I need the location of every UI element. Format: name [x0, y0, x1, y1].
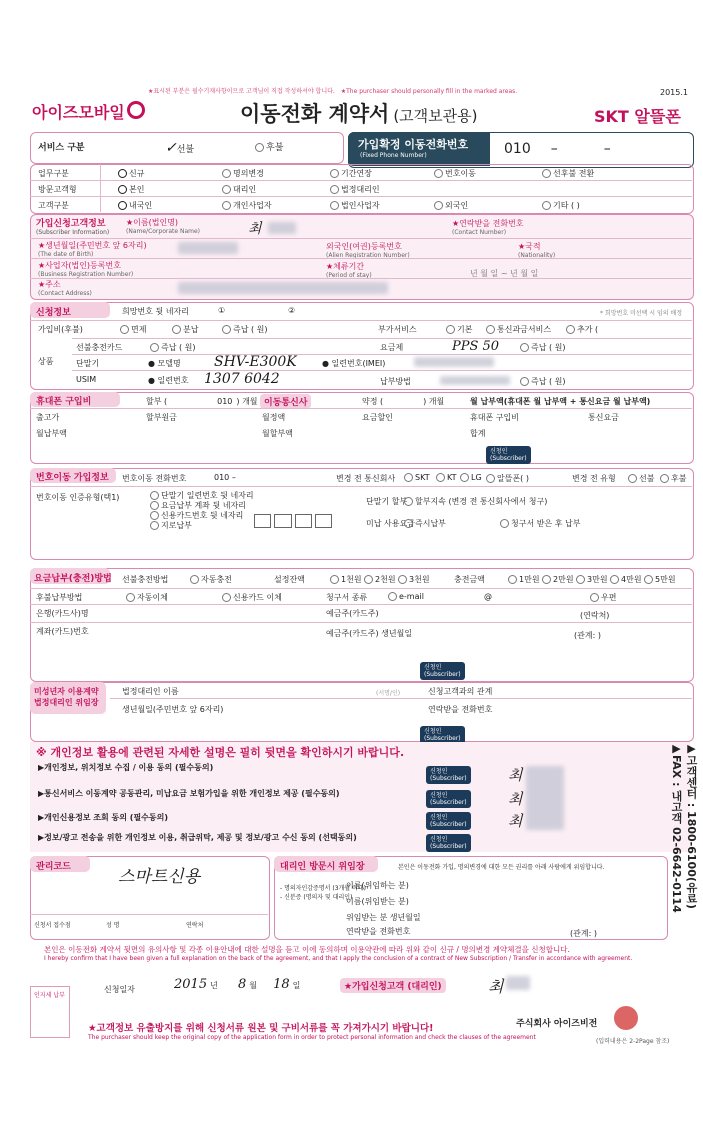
amount-label: 설정잔액	[274, 575, 305, 584]
birth-redaction	[178, 242, 238, 254]
staff-tel: 연락처	[186, 922, 204, 929]
amount-opt-3[interactable]: 3천원	[398, 574, 430, 585]
carrier-label: 변경 전 통신회사	[336, 474, 396, 483]
business-option[interactable]: 내국인	[118, 200, 152, 211]
owner-contact: (연락처)	[580, 611, 610, 620]
carrier-mvno[interactable]: 알뜰폰( )	[486, 473, 529, 484]
consent-item-2: ▶통신서비스 이동계약 공동관리, 미납요금 보험가입을 위한 개인정보 제공 (필수동의)	[38, 789, 340, 798]
bill-email[interactable]: e-mail	[388, 592, 424, 601]
consent-signature-3: 최	[508, 812, 523, 830]
imei-redaction	[414, 357, 494, 367]
consent-sign-3[interactable]: 신청인 (Subscriber)	[426, 812, 471, 830]
consent-signature-2: 최	[508, 790, 523, 808]
imei-label: ● 일련번호(IMEI)	[322, 359, 386, 368]
billing-section	[30, 568, 694, 682]
monthly-pay: 월납부액	[36, 429, 67, 438]
type-prepaid[interactable]: 선불	[628, 473, 654, 484]
confirm-number-label: 가입확정 이동전화번호 (Fixed Phone Number)	[348, 132, 490, 166]
warning-en: The purchaser should keep the original copy of the application form in order to protect personal information and check the clauses of the agreement	[88, 1034, 536, 1041]
address-redaction	[178, 282, 388, 294]
business-option[interactable]: 대리인	[222, 184, 256, 195]
consent-sign-1[interactable]: 신청인 (Subscriber)	[426, 766, 471, 784]
consent-signature-1: 최	[508, 766, 523, 784]
addon-opt-2[interactable]: 통신과금서비스	[486, 324, 551, 335]
rate-label: 요금제	[380, 343, 404, 352]
company-name: 주식회사 아이즈비전	[516, 1019, 598, 1029]
consent-item-4: ▶정보/광고 전송을 위한 개인정보 이용, 취급위탁, 제공 및 정보/광고 수신 동의 (선택동의)	[38, 833, 357, 842]
consent-item-3: ▶개인신용정보 조회 동의 (필수동의)	[38, 813, 169, 822]
auth-opt-2[interactable]: 요금납부 계좌 뒷 네자리	[150, 500, 246, 511]
pay-method-redaction	[440, 376, 510, 385]
billing-sign[interactable]: 신청인 (Subscriber)	[420, 662, 465, 680]
confirm-number-value: 010 – –	[504, 141, 611, 157]
model-value[interactable]: SHV-E300K	[214, 354, 297, 370]
card-label: 선불충전카드	[76, 343, 123, 352]
bizno-label: ★사업자(법인)등록번호 (Business Registration Number)	[38, 261, 134, 278]
model-label: ● 모델명	[148, 359, 181, 368]
addon-opt-1[interactable]: 기본	[446, 324, 472, 335]
auth-opt-3[interactable]: 신용카드번호 뒷 네자리	[150, 510, 243, 521]
post-label: 후불납부방법	[36, 593, 83, 602]
inst-principal: 할부원금	[146, 413, 177, 422]
monthly-title: 월 납부액(휴대폰 월 납부액 + 통신요금 월 납부액)	[470, 397, 651, 406]
partner-logo: SKT 알뜰폰	[594, 107, 681, 126]
page-title: 이동전화 계약서 (고객보관용)	[240, 102, 478, 126]
product-label: 상품	[38, 357, 54, 366]
contact-label: ★연락받을 전화번호 (Contact Number)	[452, 219, 524, 236]
total-label: 합계	[470, 429, 486, 438]
auth-label: 번호이동 인증유형(택1)	[36, 493, 120, 502]
plan-opt-2[interactable]: 분납	[172, 324, 198, 335]
consent-redaction	[526, 766, 564, 830]
manager-code-value[interactable]: 스마트신용	[118, 867, 201, 887]
card-value[interactable]: 즉납 ( 원)	[150, 342, 196, 353]
addon-label: 부가서비스	[378, 325, 417, 334]
unpaid-label: 단말기 할부	[366, 497, 408, 506]
side-fax: ▶FAX : 내고객 02-6642-0114	[670, 742, 683, 913]
proxy-desc: 본인은 이동전화 가입, 명의변경에 대한 모든 권리를 아래 사람에게 위임합니다.	[398, 864, 605, 871]
billing-relation: (관계: )	[574, 631, 601, 640]
consent-title: ※ 개인정보 활용에 관련된 자세한 설명은 필히 뒷면을 확인하시기 바랍니다.	[36, 746, 405, 759]
proxy-rel: (관계: )	[570, 929, 597, 938]
unpaid-opt-2[interactable]: 청구서 받은 후 납부	[500, 518, 580, 529]
auth-opt-1[interactable]: 단말기 일련번호 뒷 네자리	[150, 490, 254, 501]
post-opt-2[interactable]: 신용카드 이체	[222, 592, 282, 603]
prepay-value[interactable]: 자동충전	[190, 574, 232, 585]
monthly-dc: 월정액	[262, 413, 286, 422]
phone-buy: 휴대폰 구입비	[470, 413, 519, 422]
brand-logo: 아이즈모바일	[32, 100, 145, 123]
rate-value[interactable]: PPS 50	[452, 339, 500, 354]
factory-label: 출고가	[36, 413, 60, 422]
carrier-lg[interactable]: LG	[460, 473, 482, 482]
business-option[interactable]: 외국인	[434, 200, 468, 211]
acct-label: 계좌(카드)번호	[36, 627, 89, 636]
plan-opt-1[interactable]: 면제	[120, 324, 146, 335]
service-postpaid[interactable]: 후불	[255, 140, 283, 153]
business-option[interactable]: 본인	[118, 184, 144, 195]
port-tag: 번호이동 가입정보	[36, 473, 109, 483]
proxy-birth: 위임받는 분 생년월일	[346, 913, 421, 922]
proxy-sub: 이름(위임받는 분)	[346, 897, 409, 906]
proxy-docs: - 명의자인감증명서 (3개월 이내) - 신분증 (명의자 및 대리인)	[280, 885, 366, 901]
promise-label: 약정 ( ) 개월	[362, 397, 445, 406]
monthly-pay2: 월할부액	[262, 429, 293, 438]
pay-method-extra[interactable]: 즉납 ( 원)	[520, 376, 566, 387]
minor-sign[interactable]: 신청인 (Subscriber)	[420, 726, 465, 744]
hope-number-label: 희망번호 뒷 네자리	[122, 307, 189, 316]
brand-logo-icon	[127, 101, 145, 119]
name-label: ★이름(법인명) (Name/Corporate Name)	[126, 218, 201, 235]
business-option[interactable]: 번호이동	[434, 168, 476, 179]
type-label: 변경 전 유형	[572, 474, 616, 483]
signer-label: ★가입신청고객 (대리인)	[340, 978, 446, 993]
name-value[interactable]: 최	[248, 221, 262, 237]
bill-label: 청구서 종류	[326, 593, 368, 602]
post-opt-1[interactable]: 자동이체	[126, 592, 168, 603]
stay-value: 년 월 일 ~ 년 월 일	[470, 269, 539, 278]
alien-label: 외국인(여권)등록번호 (Alien Registration Number)	[326, 242, 410, 259]
bank-label: 은행(카드사)명	[36, 609, 89, 618]
rel-label: 신청고객과의 관계	[428, 687, 493, 696]
company-seal-icon	[614, 1006, 638, 1030]
revenue-stamp-note: 인지세 납부	[34, 992, 65, 999]
amount-opt-2[interactable]: 2천원	[364, 574, 396, 585]
unpaid-fee: 미납 사용요금	[366, 519, 415, 528]
device-buy-tag: 휴대폰 구입비	[36, 397, 92, 407]
bill-mail[interactable]: 우편	[590, 592, 616, 603]
consent-item-1: ▶개인정보, 위치정보 수집 / 이용 동의 (필수동의)	[38, 763, 214, 772]
minor-tel: 연락받을 전화번호	[428, 705, 493, 714]
charge-opt-2[interactable]: 2만원	[542, 574, 574, 585]
consent-sign-4[interactable]: 신청인 (Subscriber)	[426, 834, 471, 852]
before-label: 번호이동 전화번호	[122, 474, 187, 483]
deal-label: 이동통신사	[260, 394, 311, 409]
hope-1[interactable]: ①	[218, 306, 226, 315]
fee-dc: 요금할인	[362, 413, 393, 422]
inst-label: 할부 ( 010 ) 개월	[146, 397, 258, 406]
applicant-tag: 가입신청고객정보 (Subscriber Information)	[36, 219, 110, 236]
billing-birth-label: 예금주(카드주) 생년월일	[326, 629, 413, 638]
rep-sig: (서명/인)	[376, 690, 401, 697]
warning-ko: ★고객정보 유출방지를 위해 신청서류 원본 및 구비서류를 꼭 가져가시기 바랍니다!	[88, 1023, 434, 1034]
agree-ko: 본인은 이동전화 계약서 뒷면의 유의사항 및 각종 이용안내에 대한 설명을 듣고 이에 동의하며 이용약관에 따라 위와 같이 신규 / 명의변경 계약체결을 신청합니다.	[44, 945, 570, 954]
plan-opt-3[interactable]: 즉납 ( 원)	[222, 324, 268, 335]
business-option[interactable]: 기타 ( )	[542, 200, 580, 211]
device-label: 단말기	[76, 359, 100, 368]
proxy-name: 이름(위임하는 분)	[346, 881, 409, 890]
usim-label: USIM	[76, 375, 97, 384]
auth-opt-4[interactable]: 지로납부	[150, 520, 192, 531]
device-sign[interactable]: 신청인 (Subscriber)	[486, 446, 531, 464]
page-note: (입력내용은 2-2Page 참조)	[596, 1038, 670, 1045]
stay-label: ★체류기간 (Period of stay)	[326, 262, 372, 279]
hope-note: * 희망번호 미선택 시 임의 배정	[600, 310, 683, 317]
service-label: 서비스 구분	[38, 143, 85, 153]
service-prepaid[interactable]: ✓선불	[165, 140, 195, 156]
comm-fee: 통신요금	[588, 413, 619, 422]
business-option[interactable]: 신규	[118, 168, 144, 179]
amount-opt-1[interactable]: 1천원	[330, 574, 362, 585]
unpaid-opt-1[interactable]: 즉시납부	[404, 518, 446, 529]
business-option[interactable]: 선후불 전환	[542, 168, 594, 179]
proxy-tag: 대리인 방문시 위임장	[280, 862, 365, 872]
before-value[interactable]: 010 –	[214, 473, 236, 482]
apply-date[interactable]: 2015 년 8 월 18 일	[174, 977, 301, 992]
hope-2[interactable]: ②	[288, 306, 296, 315]
manager-code-label: 관리코드	[36, 862, 71, 872]
side-center: ▶고객센터 : 1800-6100(유료)	[685, 742, 698, 909]
minor-tag: 미성년자 이용계약 법정대리인 위임장	[34, 687, 99, 707]
signer-value[interactable]: 최	[488, 977, 504, 996]
dealer-label: 신청서 접수점	[34, 922, 71, 929]
name-redaction	[268, 222, 296, 234]
form-year: 2015.1	[660, 88, 688, 97]
consent-sign-2[interactable]: 신청인 (Subscriber)	[426, 790, 471, 808]
birth-label: ★생년월일(주민번호 앞 6자리) (The date of Birth)	[38, 241, 147, 258]
business-row-label: 업무구분	[38, 169, 69, 178]
business-option[interactable]: 명의변경	[222, 168, 264, 179]
usim-serial-label: ● 일련번호	[148, 376, 189, 385]
charge-opt-3[interactable]: 3만원	[576, 574, 608, 585]
type-postpaid[interactable]: 후불	[660, 473, 686, 484]
billing-tag: 요금납부(충전)방법	[34, 574, 112, 584]
addr-label: ★주소 (Contact Address)	[38, 280, 92, 297]
business-row-label: 방문고객형	[38, 185, 77, 194]
bill-at: @	[484, 592, 492, 601]
charge-opt-4[interactable]: 4만원	[610, 574, 642, 585]
proxy-tel: 연락받을 전화번호	[346, 927, 411, 936]
date-label: 신청일자	[104, 985, 135, 994]
addon-opt-3[interactable]: 추가 (	[566, 324, 598, 335]
business-option[interactable]: 개인사업자	[222, 200, 272, 211]
subscribe-tag: 신청정보	[36, 308, 71, 318]
plan-label: 가입비(후불)	[38, 325, 83, 334]
auth-digit-boxes[interactable]	[254, 514, 332, 528]
pay-method-label: 납부방법	[380, 377, 411, 386]
carrier-kt[interactable]: KT	[436, 473, 457, 482]
business-row-label: 고객구분	[38, 201, 69, 210]
carrier-skt[interactable]: SKT	[404, 473, 430, 482]
rate-extra[interactable]: 즉납 ( 원)	[520, 342, 566, 353]
unpaid-value[interactable]: 할부지속 (변경 전 통신회사에서 청구)	[404, 496, 547, 507]
charge-label: 충전금액	[454, 575, 485, 584]
business-option[interactable]: 법인사업자	[330, 200, 380, 211]
business-option[interactable]: 기간연장	[330, 168, 372, 179]
agree-en: I hereby confirm that I have been given a full explanation on the back of the agreement, and that I apply the conclusion of a contract of New Subscription / Transfer in accordance with agreement.	[44, 955, 633, 962]
owner-label: 예금주(카드주)	[326, 609, 379, 618]
rep-birth: 생년월일(주민번호 앞 6자리)	[122, 705, 224, 714]
usim-serial-value[interactable]: 1307 6042	[204, 371, 280, 387]
staff-label: 성 명	[106, 922, 120, 929]
prepay-label: 선불충전방법	[122, 575, 169, 584]
signer-redaction	[506, 976, 530, 990]
rep-label: 법정대리인 이름	[122, 687, 179, 696]
business-option[interactable]: 법정대리인	[330, 184, 380, 195]
header-notice: ★표시된 부분은 필수기재사항이므로 고객님이 직접 작성하셔야 합니다. ★The purchaser should personally fill in the marked areas.	[148, 88, 518, 95]
charge-opt-5[interactable]: 5만원	[644, 574, 676, 585]
charge-opt-1[interactable]: 1만원	[508, 574, 540, 585]
nationality-label: ★국적 (Nationality)	[518, 242, 556, 259]
